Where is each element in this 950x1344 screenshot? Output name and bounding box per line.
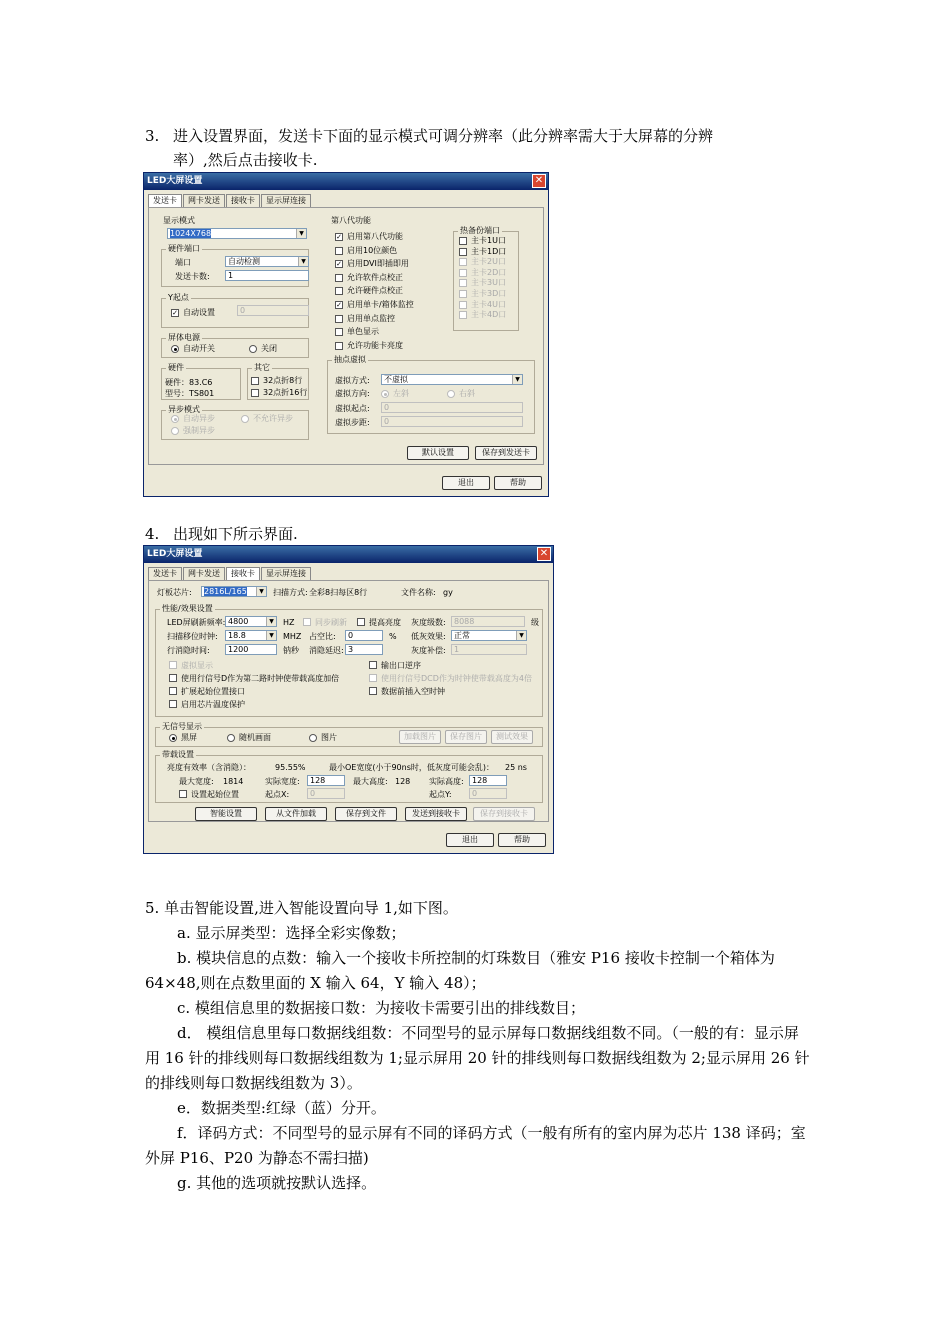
test-effect-button[interactable]: 测试效果 bbox=[491, 730, 533, 744]
auto-set-label: 自动设置 bbox=[183, 308, 215, 317]
oe-label: 最小OE宽度(小于90ns时，低灰度可能会乱)： bbox=[329, 763, 495, 772]
opt-extend-label: 扩展起始位置接口 bbox=[181, 687, 245, 696]
hot-backup-label: 主卡4U口 bbox=[471, 299, 506, 309]
async-none-label: 不允许异步 bbox=[253, 414, 293, 423]
opt-extend-checkbox[interactable] bbox=[169, 687, 177, 695]
item-b: b. 模块信息的点数：输入一个接收卡所控制的灯珠数目（雅安 P16 接收卡控制一个箱体为 64×48,则在点数里面的 X 输入 64，Y 输入 48）； bbox=[145, 949, 775, 992]
step-4-text: 出现如下所示界面. bbox=[173, 525, 298, 543]
ns-unit: 钠秒 bbox=[283, 646, 299, 655]
port-label: 端口 bbox=[175, 258, 191, 267]
startx-label: 起点X: bbox=[265, 790, 290, 799]
gen8-label: 单色显示 bbox=[347, 327, 379, 337]
gen8-label: 启用单卡/箱体监控 bbox=[347, 300, 414, 309]
y-start-input[interactable]: 0 bbox=[237, 305, 309, 316]
close-icon[interactable]: ✕ bbox=[532, 174, 546, 188]
vmode-select[interactable]: 不虚拟 ▼ bbox=[381, 374, 523, 385]
opt-reverse-label: 输出口逆序 bbox=[381, 661, 421, 670]
hot-backup-checkbox[interactable] bbox=[459, 258, 467, 266]
scan-label: 扫描方式: bbox=[273, 588, 308, 597]
startx-input[interactable]: 0 bbox=[307, 788, 345, 799]
close-icon[interactable]: ✕ bbox=[537, 547, 551, 561]
opt-virtual-checkbox[interactable] bbox=[169, 661, 177, 669]
gray-unit: 级 bbox=[531, 618, 539, 627]
hot-backup-label: 主卡1D口 bbox=[471, 246, 507, 256]
lowgray-label: 低灰效果: bbox=[411, 632, 446, 641]
hot-backup-checkbox[interactable] bbox=[459, 248, 467, 256]
item-g: g. 其他的选项就按默认选择。 bbox=[177, 1174, 377, 1192]
hot-backup-label: 主卡3D口 bbox=[471, 289, 507, 298]
hot-backup-label: 主卡2U口 bbox=[471, 257, 506, 267]
duty-input[interactable]: 0 bbox=[345, 630, 383, 641]
load-title: 带载设置 bbox=[162, 750, 194, 759]
async-none-radio[interactable] bbox=[241, 415, 249, 423]
dialog-title: LED大屏设置 bbox=[147, 176, 203, 186]
opt-usedcd-label: 使用行信号DCD作为时钟使带载高度为4倍 bbox=[381, 674, 532, 683]
starty-input[interactable]: 0 bbox=[469, 788, 507, 799]
vstep-input[interactable]: 0 bbox=[381, 416, 523, 427]
dialog-titlebar bbox=[144, 173, 548, 190]
eff-value: 95.55% bbox=[275, 763, 306, 772]
gray-label: 灰度级数: bbox=[411, 618, 446, 627]
async-force-radio[interactable] bbox=[171, 427, 179, 435]
gen8-checkbox[interactable]: ✓ bbox=[336, 301, 342, 309]
hot-backup-checkbox[interactable] bbox=[459, 301, 467, 309]
y-start-title: Y起点 bbox=[168, 293, 189, 302]
step-3-number: 3. bbox=[145, 127, 160, 145]
oe-value: 25 ns bbox=[505, 763, 527, 772]
hot-backup-label: 主卡4D口 bbox=[471, 310, 507, 320]
scan-value: 全彩8扫每区8行 bbox=[309, 588, 368, 597]
hot-backup-checkbox[interactable] bbox=[459, 279, 467, 287]
tab-bar bbox=[148, 567, 312, 580]
power-auto-label: 自动开关 bbox=[183, 344, 215, 353]
ns-black-label: 黑屏 bbox=[181, 733, 197, 742]
hot-backup-title: 热备份端口 bbox=[460, 226, 500, 235]
async-force-label: 强制异步 bbox=[183, 426, 215, 435]
acth-input[interactable]: 128 bbox=[469, 775, 507, 786]
led-settings-dialog-send bbox=[143, 172, 549, 497]
hw-version: 硬件：83.C6 bbox=[165, 378, 213, 387]
power-title: 屏体电源 bbox=[168, 333, 200, 342]
fold16-label: 32点折16行 bbox=[263, 388, 308, 397]
item-a: a. 显示屏类型：选择全彩实像数； bbox=[177, 924, 406, 942]
tab-network-send[interactable]: 网卡发送 bbox=[183, 567, 225, 580]
hot-backup-label: 主卡1U口 bbox=[471, 236, 506, 245]
dialog-title: LED大屏设置 bbox=[147, 549, 203, 559]
chevron-down-icon: ▼ bbox=[266, 631, 276, 640]
item-e: e．数据类型:红绿（蓝）分开。 bbox=[177, 1099, 386, 1117]
vdir-right-radio[interactable] bbox=[447, 390, 455, 398]
shift-select[interactable]: 18.8 ▼ bbox=[225, 630, 277, 641]
file-label: 文件名称: bbox=[401, 588, 436, 597]
opt-reverse-checkbox[interactable] bbox=[369, 661, 377, 669]
gen8-label: 允许硬件点校正 bbox=[347, 286, 403, 296]
async-title: 异步模式 bbox=[168, 405, 200, 414]
gen8-checkbox[interactable]: ✓ bbox=[336, 260, 342, 269]
hot-backup-label: 主卡3U口 bbox=[471, 278, 506, 288]
mhz-unit: MHZ bbox=[283, 632, 302, 641]
maxh-value: 128 bbox=[395, 777, 411, 786]
duty-label: 占空比: bbox=[309, 632, 336, 641]
opt-useline-label: 使用行信号D作为第二路时钟使带载高度加倍 bbox=[181, 674, 340, 683]
blankdelay-label: 消隐延迟: bbox=[309, 646, 344, 655]
graycomp-input[interactable]: 1 bbox=[451, 644, 527, 655]
led-settings-dialog-receive bbox=[143, 545, 554, 854]
setstart-checkbox[interactable] bbox=[179, 790, 187, 798]
gen8-label: 启用10位颜色 bbox=[347, 245, 398, 255]
async-auto-radio[interactable] bbox=[171, 415, 179, 423]
power-auto-radio[interactable] bbox=[171, 345, 179, 353]
tab-bar bbox=[148, 194, 312, 207]
hw-port-title: 硬件端口 bbox=[168, 244, 200, 253]
hw-model: 型号：TS801 bbox=[165, 389, 215, 398]
maxh-label: 最大高度: bbox=[353, 777, 388, 786]
gen8-checkbox[interactable] bbox=[335, 247, 343, 255]
save-to-receive-card-button[interactable]: 保存到接收卡 bbox=[473, 807, 535, 821]
step-3-line-2: 率）,然后点击接收卡. bbox=[173, 151, 318, 169]
maxw-value: 1814 bbox=[223, 777, 244, 786]
gen8-checkbox[interactable] bbox=[335, 287, 343, 295]
raise-bright-checkbox[interactable] bbox=[357, 618, 365, 626]
opt-usedcd-checkbox[interactable] bbox=[369, 674, 377, 682]
send-to-receive-card-button[interactable]: 发送到接收卡 bbox=[405, 807, 467, 821]
acth-label: 实际高度: bbox=[429, 777, 464, 786]
save-picture-button[interactable]: 保存图片 bbox=[445, 730, 487, 744]
ns-picture-label: 图片 bbox=[321, 733, 337, 742]
dialog-titlebar bbox=[144, 546, 553, 563]
gen8-checkbox[interactable] bbox=[335, 274, 343, 282]
save-to-send-card-button[interactable]: 保存到发送卡 bbox=[475, 446, 537, 460]
chevron-down-icon: ▼ bbox=[516, 631, 526, 640]
ns-black-radio[interactable] bbox=[169, 734, 177, 742]
item-c: c. 模组信息里的数据接口数：为接收卡需要引出的排线数目； bbox=[177, 999, 585, 1017]
opt-virtual-label: 虚拟显示 bbox=[181, 661, 213, 670]
auto-set-checkbox[interactable]: ✓ bbox=[172, 309, 178, 317]
step-4-number: 4. bbox=[145, 525, 160, 543]
tab-receive-card[interactable]: 接收卡 bbox=[226, 567, 260, 581]
chevron-down-icon: ▼ bbox=[266, 617, 276, 626]
gen8-label: 启用DVI即插即用 bbox=[347, 259, 409, 269]
other-title: 其它 bbox=[254, 363, 270, 372]
raise-bright-label: 提高亮度 bbox=[369, 618, 401, 627]
tab-send-card[interactable]: 发送卡 bbox=[148, 567, 182, 580]
vstep-label: 虚拟步距: bbox=[335, 418, 370, 427]
gen8-checkbox[interactable] bbox=[335, 315, 343, 323]
opt-temp-checkbox[interactable] bbox=[169, 700, 177, 708]
opt-insert-label: 数据前插入空时钟 bbox=[381, 687, 445, 696]
refresh-label: LED屏刷新频率: bbox=[167, 618, 226, 627]
tab-receive-card[interactable]: 接收卡 bbox=[226, 194, 260, 207]
tab-send-card[interactable]: 发送卡 bbox=[148, 194, 182, 208]
display-mode-label: 显示模式 bbox=[163, 216, 195, 225]
blank-input[interactable]: 1200 bbox=[225, 644, 277, 655]
ns-picture-radio[interactable] bbox=[309, 734, 317, 742]
vdir-label: 虚拟方向: bbox=[335, 389, 370, 398]
eff-label: 亮度有效率（含消隐）： bbox=[167, 763, 251, 772]
chevron-down-icon: ▼ bbox=[256, 587, 266, 596]
tab-network-send[interactable]: 网卡发送 bbox=[183, 194, 225, 207]
item-f: f．译码方式：不同型号的显示屏有不同的译码方式（一般有所有的室内屏为芯片 138 译码；室外屏 P16、P20 为静态不需扫描) bbox=[145, 1124, 806, 1167]
chevron-down-icon: ▼ bbox=[298, 257, 308, 266]
step-4-paragraph bbox=[145, 522, 298, 546]
step-3-line-1: 进入设置界面，发送卡下面的显示模式可调分辨率（此分辨率需大于大屏幕的分辨 bbox=[173, 127, 714, 145]
hardware-title: 硬件 bbox=[168, 363, 184, 372]
item-d: d． 模组信息里每口数据线组数：不同型号的显示屏每口数据线组数不同。（一般的有：显示屏用 16 针的排线则每口数据线组数为 1;显示屏用 20 针的排线则每口数据线组数为 2;显示屏用 26 针的排线则每口数据线组数为 3）。 bbox=[145, 1024, 810, 1092]
exit-button[interactable]: 退出 bbox=[442, 476, 490, 490]
async-auto-label: 自动异步 bbox=[183, 414, 215, 423]
send-count-input[interactable]: 1 bbox=[225, 270, 309, 281]
help-button[interactable]: 帮助 bbox=[494, 476, 542, 490]
blankdelay-input[interactable]: 3 bbox=[345, 644, 383, 655]
starty-label: 起点Y: bbox=[429, 790, 452, 799]
default-settings-button[interactable]: 默认设置 bbox=[407, 446, 469, 460]
fold16-checkbox[interactable] bbox=[251, 389, 259, 397]
section-5-intro: 5. 单击智能设置,进入智能设置向导 1,如下图。 bbox=[145, 899, 458, 917]
hot-backup-checkbox[interactable] bbox=[459, 311, 467, 319]
vmode-label: 虚拟方式: bbox=[335, 376, 370, 385]
chip-select[interactable]: 2816L/165 ▼ bbox=[201, 586, 267, 597]
fold8-label: 32点折8行 bbox=[263, 376, 303, 385]
graycomp-label: 灰度补偿: bbox=[411, 646, 446, 655]
vdir-left-radio[interactable] bbox=[381, 390, 389, 398]
lowgray-select[interactable]: 正常 ▼ bbox=[451, 630, 527, 641]
gen8-label: 启用第八代功能 bbox=[347, 232, 403, 241]
ns-random-label: 随机画面 bbox=[239, 733, 271, 742]
vstart-label: 虚拟起点: bbox=[335, 404, 370, 413]
actw-label: 实际宽度: bbox=[265, 777, 300, 786]
step-3-paragraph bbox=[145, 124, 810, 172]
section-5 bbox=[145, 896, 810, 1196]
tab-screen-connect[interactable]: 显示屏连接 bbox=[261, 567, 311, 580]
send-count-label: 发送卡数: bbox=[175, 272, 210, 281]
vdir-left-label: 左斜 bbox=[393, 389, 409, 398]
opt-insert-checkbox[interactable] bbox=[369, 687, 377, 695]
setstart-label: 设置起始位置 bbox=[191, 790, 239, 799]
hot-backup-label: 主卡2D口 bbox=[471, 267, 507, 277]
actw-input[interactable]: 128 bbox=[307, 775, 345, 786]
maxw-label: 最大宽度: bbox=[179, 777, 214, 786]
gen8-label: 启用单点监控 bbox=[347, 313, 395, 323]
tab-screen-connect[interactable]: 显示屏连接 bbox=[261, 194, 311, 207]
opt-temp-label: 启用芯片温度保护 bbox=[181, 700, 245, 709]
sync-refresh-checkbox[interactable] bbox=[303, 618, 311, 626]
hot-backup-checkbox[interactable] bbox=[459, 269, 467, 277]
receive-card-panel bbox=[148, 580, 549, 822]
sync-refresh-label: 同步刷新 bbox=[315, 618, 347, 627]
gen8-checkbox[interactable] bbox=[335, 328, 343, 336]
hot-backup-checkbox[interactable] bbox=[459, 237, 467, 245]
gen8-title: 第八代功能 bbox=[331, 216, 371, 225]
load-from-file-button[interactable]: 从文件加载 bbox=[265, 807, 327, 821]
gen8-label: 允许软件点校正 bbox=[347, 272, 403, 282]
help-button[interactable]: 帮助 bbox=[498, 833, 546, 847]
file-value: gy bbox=[443, 588, 453, 597]
save-to-file-button[interactable]: 保存到文件 bbox=[335, 807, 397, 821]
vdir-right-label: 右斜 bbox=[459, 389, 475, 398]
smart-settings-button[interactable]: 智能设置 bbox=[195, 807, 257, 821]
nosignal-title: 无信号显示 bbox=[162, 722, 202, 731]
opt-useline-checkbox[interactable] bbox=[169, 674, 177, 682]
refresh-select[interactable]: 4800 ▼ bbox=[225, 616, 277, 627]
gen8-label: 允许功能卡亮度 bbox=[347, 340, 403, 350]
power-off-radio[interactable] bbox=[249, 345, 257, 353]
duty-unit: % bbox=[389, 632, 397, 641]
hz-unit: HZ bbox=[283, 618, 295, 627]
gray-input[interactable]: 8088 bbox=[451, 616, 525, 627]
fold8-checkbox[interactable] bbox=[251, 377, 259, 385]
virtual-title: 抽点虚拟 bbox=[334, 355, 366, 364]
power-off-label: 关闭 bbox=[261, 344, 277, 353]
shift-label: 扫描移位时钟: bbox=[167, 632, 218, 641]
port-select[interactable]: 自动检测 ▼ bbox=[225, 256, 309, 267]
vstart-input[interactable]: 0 bbox=[381, 402, 523, 413]
load-picture-button[interactable]: 加载图片 bbox=[399, 730, 441, 744]
chevron-down-icon: ▼ bbox=[296, 229, 306, 238]
blank-label: 行消隐时间: bbox=[167, 646, 210, 655]
gen8-checkbox[interactable] bbox=[335, 342, 343, 350]
ns-random-radio[interactable] bbox=[227, 734, 235, 742]
chevron-down-icon: ▼ bbox=[512, 375, 522, 384]
exit-button[interactable]: 退出 bbox=[446, 833, 494, 847]
perf-title: 性能/效果设置 bbox=[162, 604, 213, 613]
hot-backup-checkbox[interactable] bbox=[459, 290, 467, 298]
gen8-checkbox[interactable]: ✓ bbox=[336, 233, 342, 241]
resolution-select[interactable]: 1024X768 ▼ bbox=[167, 228, 307, 239]
chip-label: 灯板芯片: bbox=[157, 588, 192, 597]
send-card-panel bbox=[148, 207, 544, 465]
